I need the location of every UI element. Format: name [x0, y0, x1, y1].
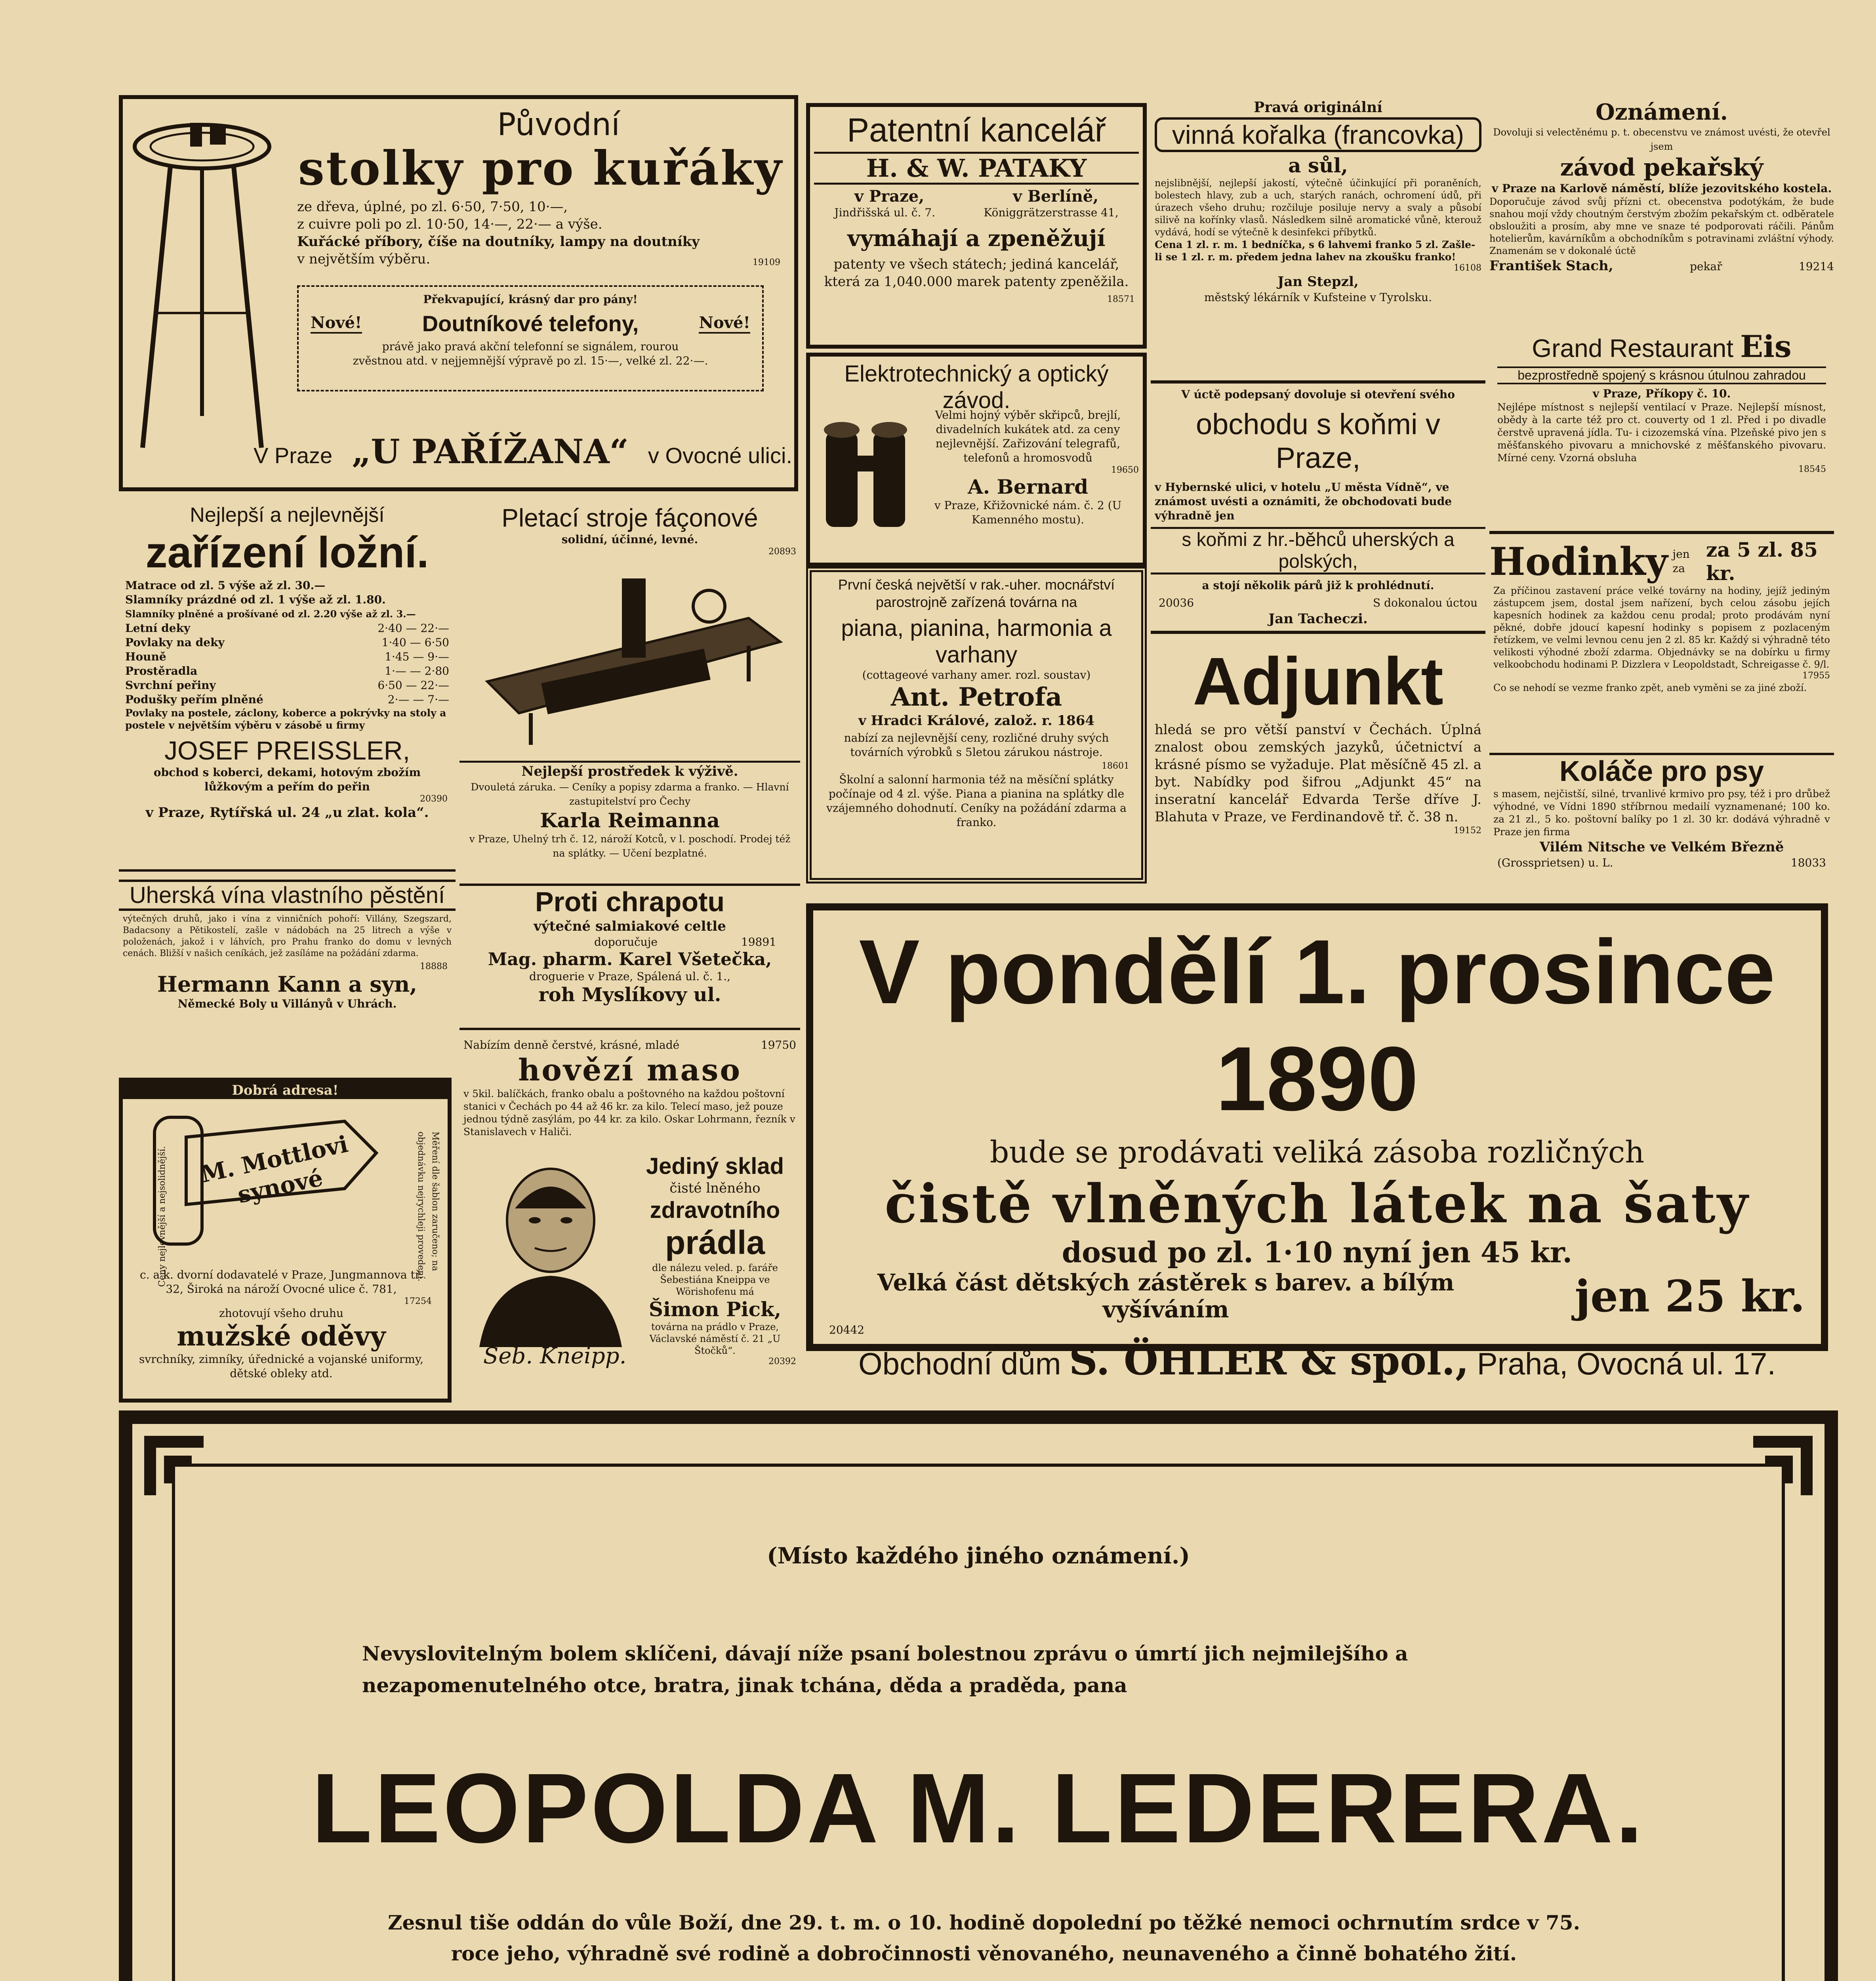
stolky-lines [297, 198, 772, 268]
petrof-code: 18601 [1102, 761, 1129, 771]
kone-head: V úctě podepsaný dovoluje si otevření svého [1181, 388, 1455, 401]
stolky-city: V Praze [254, 443, 333, 468]
hodinky-badge: jen za [1672, 548, 1690, 575]
ad-dog-cakes [1489, 753, 1834, 887]
hodinky-price: za 5 zl. 85 kr. [1706, 538, 1818, 585]
stolky-footer [254, 432, 792, 471]
pick-head: Jediný sklad [646, 1153, 784, 1179]
ad-smoking-tables [119, 95, 798, 491]
ad-petrof-pianos [806, 567, 1147, 884]
uherska-code: 18888 [420, 962, 448, 971]
maso-body: v 5kil. balíčkách, franko obalu a poštovného na každou poštovní stanici v Čechách po 44 až 46 kr. za kilo. Telecí maso, jež pouze jednou týdně zasýlám, po 44 kr. za kilo. Oskar Lohrmann, řezník v Stanislavech v Haliči. [463, 1088, 795, 1137]
kone-sign: S dokonalou úctou [1373, 596, 1478, 609]
oznameni-role: pekař [1689, 260, 1722, 273]
grand-sub: bezprostředně spojený s krásnou útulnou zahradou [1497, 366, 1826, 384]
inset-title: Doutníkové telefony, [422, 311, 639, 336]
oznameni-code: 19214 [1798, 260, 1834, 273]
ad-grand-restaurant [1489, 325, 1834, 531]
lozni-row [125, 578, 449, 593]
ad-patent-office [806, 103, 1147, 349]
stolky-shop: „U PAŘÍŽANA“ [352, 432, 629, 471]
elektro-addr: v Praze, Křižovnické nám. č. 2 (U Kamenného mostu). [934, 499, 1122, 526]
pick-title2: prádla [665, 1224, 765, 1261]
kone-body: v Hybernské ulici, v hotelu „U města Vídně“, ve známost uvésti a oznámiti, že obchodovati bude výhradně jen [1155, 481, 1452, 522]
binoculars-icon [818, 408, 913, 535]
patent-body: patenty ve všech státech; jediná kancelář, která za 1,040.000 marek patenty zpeněžila. [824, 256, 1129, 290]
mottl-label: zhotovují všeho druhu [219, 1307, 344, 1320]
lozni-extra: Povlaky na postele, záclony, koberce a pokrývky na stoly a postele v největším výběru v zásobě u firmy [125, 707, 446, 731]
hodinky-code: 17955 [1802, 671, 1830, 681]
petrof-loc: v Hradci Králové, založ. r. 1864 [858, 713, 1095, 729]
pick-desc: továrna na prádlo v Praze, Václavské náměstí č. 21 „U Štočků“. [649, 1321, 781, 1356]
tag-new: Nové! [311, 313, 362, 334]
elektro-title: Elektrotechnický a optický závod. [844, 361, 1109, 413]
tag-new: Nové! [699, 313, 750, 334]
uherska-title: Uherská vína vlastního pěstění [119, 880, 456, 911]
chrapot-sub: výtečné salmiakové celtle [534, 918, 726, 934]
ad-adjunkt [1151, 642, 1485, 887]
ad-beef [459, 1038, 800, 1153]
lozni-firm: JOSEF PREISSLER, [164, 736, 410, 765]
petrof-extra: Školní a salonní harmonia též na měsíční splátky počínaje od 4 zl. výše. Piana a pianina na splátky dle vzájemného dohodnutí. Ceníky na požádání zdarma a franko. [826, 773, 1127, 829]
stolky-line: z cuivre poli po zl. 10·50, 14·—, 22·— a výše. [297, 216, 602, 232]
lozni-rows [119, 578, 456, 707]
grand-code: 18545 [1798, 464, 1826, 474]
ad-watches [1489, 531, 1834, 745]
korala-code: 16108 [1454, 263, 1481, 273]
mottl-desc: svrchníky, zimníky, úřednické a vojanské uniformy, dětské obleky atd. [139, 1353, 423, 1380]
obituary-head: (Místo každého jiného oznámení.) [767, 1543, 1190, 1569]
adjunkt-code: 19152 [1454, 826, 1481, 836]
lozni-price: 2·— — 7·— [387, 693, 449, 706]
ad-francovka [1151, 99, 1485, 349]
lozni-item: Matrace od zl. 5 výše až zl. 30.— [125, 579, 326, 592]
lozni-addr: v Praze, Rytířská ul. 24 „u zlat. kola“. [145, 805, 429, 821]
stolky-heading: Původní [497, 107, 620, 143]
pletaci-code: 20893 [768, 547, 796, 557]
patent-loc: v Berlíně, [1012, 187, 1099, 206]
stolky-inset [297, 285, 764, 391]
mottl-side-left: Ceny nejlevnější a nejsolidnější. [157, 1146, 167, 1287]
pick-body: dle nálezu veled. p. faráře Šebestiána Kneippa ve Wörishofenu má [652, 1262, 778, 1297]
grand-name: Eis [1740, 329, 1792, 364]
chrapot-house: roh Myslíkovy ul. [538, 984, 721, 1006]
lozni-item: Prostěradla [125, 664, 198, 678]
elektro-code: 19650 [1111, 465, 1139, 475]
lozni-row [125, 664, 449, 678]
obituary-name: LEOPOLDA M. LEDERERA. [311, 1753, 1645, 1863]
lozni-row [125, 678, 449, 693]
oznameni-title: Oznámení. [1596, 99, 1728, 125]
lozni-item: Slamníky prázdné od zl. 1 výše až zl. 1.80. [125, 593, 386, 606]
lozni-row [125, 693, 449, 707]
ad-hungarian-wine [119, 880, 456, 1070]
inset-head: Překvapující, krásný dar pro pány! [423, 293, 638, 306]
maso-code: 19750 [761, 1038, 796, 1052]
inner-rule [172, 1464, 1785, 1467]
stolky-line: Kuřácké příbory, číše na doutníky, lampy na doutníky [297, 234, 700, 250]
pletaci-firm: Karla Reimanna [540, 809, 720, 832]
ad-mottl-sons [119, 1078, 452, 1403]
patent-firm: H. & W. PATAKY [814, 152, 1139, 185]
chrapot-loc: droguerie v Praze, Spálená ul. č. 1., [529, 970, 731, 983]
kneipp-portrait [467, 1161, 634, 1347]
stolky-code: 19109 [753, 258, 780, 267]
ohler-line1: bude se prodávati veliká zásoba rozličných [989, 1134, 1645, 1170]
lozni-head: Nejlepší a nejlevnější [190, 504, 385, 527]
kone-code: 20036 [1159, 596, 1194, 609]
kolace-code: 18033 [1790, 856, 1826, 869]
ad-bedding [119, 503, 456, 872]
petrof-name: Ant. Petrofa [890, 682, 1062, 712]
lozni-desc: obchod s koberci, dekami, hotovým zbožím lůžkovým a peřím do peřin [153, 766, 421, 793]
uherska-body: výtečných druhů, jako i vína z vinničních pohoří: Villány, Szegszard, Badacsony a Pětikostelí, zašle v nádobách na 25 litrech a výše v položenách, jakož i v láhvích, pro Prahu franko do domu v levných cenách. Bližší v našich ceníkách, jež zasíláme na požádání zdarma. [123, 914, 452, 958]
mottl-side-right: Měření dle šablon zaručeno; na objednávku nejrychleji provedení. [416, 1132, 440, 1282]
ohler-addr: Praha, Ovocná ul. 17. [1477, 1346, 1776, 1381]
mottl-head: Dobrá adresa! [123, 1082, 448, 1099]
kolace-region: (Grossprietsen) u. L. [1497, 856, 1613, 869]
lozni-row [125, 607, 449, 621]
ohler-line3: Velká část dětských zástěrek s barev. a bílým vyšíváním [877, 1269, 1455, 1323]
maso-head: Nabízím denně čerstvé, krásné, mladé [463, 1038, 680, 1052]
maso-title: hovězí maso [518, 1052, 742, 1088]
ohler-big: čistě vlněných látek na šaty [885, 1172, 1750, 1235]
ohler-code: 20442 [829, 1323, 865, 1336]
chrapot-title: Proti chrapotu [535, 886, 725, 917]
uherska-firm: Hermann Kann a syn, [157, 971, 418, 997]
obituary-p2 [354, 1979, 1614, 1981]
lozni-price: 1·— — 2·80 [385, 664, 449, 678]
ohler-firm: S. ÖHLER & spol., [1069, 1337, 1469, 1384]
korala-title: vinná kořalka (francovka) [1155, 117, 1481, 152]
uherska-addr: Německé Boly u Villányů v Uhrách. [177, 997, 397, 1010]
ad-electro-optical [806, 353, 1147, 567]
pick-sub: čisté lněného [669, 1180, 761, 1196]
pick-title: zdravotního [650, 1197, 780, 1223]
korala-head: Pravá originální [1254, 99, 1382, 116]
kone-stock: a stojí několik párů již k prohlédnutí. [1202, 579, 1434, 592]
ohler-shop: Obchodní dům [858, 1346, 1061, 1381]
oznameni-intro: Dovoluji si velectěnému p. t. obecenstvu ve známost uvésti, že otevřel jsem [1493, 127, 1830, 152]
oznameni-headline: závod pekařský [1560, 154, 1764, 181]
oznameni-body: Doporučuje závod svůj přízni ct. obecenstva podotýkám, že bude snahou mojí vždy choutným čerstvým zbožím pekařským ct. odběratele obsloužiti a prosím, aby mne ve snaze té podporovati ráčili. Pánům hotelierům, kavárníkům a obchodníkům s potravinami zvláštní výhody. Znamenám se v dokonalé úctě [1489, 196, 1834, 256]
grand-title: Grand Restaurant [1532, 334, 1734, 363]
inner-rule [1782, 1464, 1785, 1981]
lozni-row [125, 593, 449, 607]
lozni-title: zařízení ložní. [145, 528, 429, 577]
kneipp-signature: Seb. Kneipp. [483, 1343, 627, 1369]
lozni-row [125, 650, 449, 664]
patent-addr: Jindřišská ul. č. 7. [834, 206, 935, 219]
ohler-price2: jen 25 kr. [1575, 1270, 1805, 1322]
elektro-name: A. Bernard [967, 475, 1089, 498]
kone-kind: s koňmi z hr.-běhců uherských a polských, [1151, 527, 1485, 574]
lozni-item: Slamníky plněné a prošívané od zl. 2.20 výše až zl. 3.— [125, 608, 416, 620]
patent-title: Patentní kancelář [847, 111, 1106, 149]
pletaci-addr: v Praze, Uhelný trh č. 12, nároží Kotců, v l. poschodí. Prodej též na splátky. — Učení bezplatné. [469, 833, 791, 859]
chrapot-name: Mag. pharm. Karel Všetečka, [488, 949, 772, 970]
lozni-item: Letní deky [125, 622, 191, 635]
oznameni-loc: v Praze na Karlově náměstí, blíže jezovitského kostela. [1491, 182, 1832, 195]
korala-name: Jan Stepzl, [1277, 274, 1359, 290]
mottl-name: M. Mottlovi synové [198, 1130, 351, 1209]
pletaci-best: Nejlepší prostředek k výživě. [459, 761, 800, 780]
mottl-code: 17254 [404, 1296, 432, 1306]
kolace-name: Vilém Nitsche ve Velkém Březně [1539, 839, 1784, 855]
adjunkt-body: hledá se pro větší panství v Čechách. Úplná znalost obou zemských jazyků, účetnictví a krásné písmo se vyžaduje. Plat měsíčně 45 zl. a byt. Nabídky pod šifrou „Adjunkt 45“ na inseratní kancelář Edvarda Terše dříve J. Blahuta v Praze, ve Ferdinandově tř. č. 38 n. [1155, 722, 1481, 825]
kone-name: Jan Tacheczi. [1268, 611, 1368, 627]
ad-ohler-sale [806, 903, 1828, 1384]
patent-loc: v Praze, [854, 187, 925, 206]
inset-line: zvěstnou atd. v nejjemnější výpravě po zl. 15·—, velké zl. 22·—. [353, 354, 708, 367]
elektro-body: Velmi hojný výběr skřipců, brejlí, divadelních kukátek atd. za ceny nejlevnější. Zařizování telegrafů, telefonů a hromosvodů [935, 408, 1121, 464]
inset-line: právě jako pravá akční telefonní se signálem, rourou [382, 340, 679, 353]
obituary-notice [119, 1410, 1838, 1981]
lozni-item: Svrchní peřiny [125, 679, 216, 692]
smoking-table-illustration [131, 115, 273, 471]
ad-linen [459, 1153, 800, 1407]
obituary-intro: Nevyslovitelným bolem sklíčeni, dávají níže psaní bolestnou zprávu o úmrtí jich nejmilejšího a nezapomenutelného otce, bratra, jinak tchána, děda a praděda, pana [362, 1642, 1408, 1697]
stolky-line: v největším výběru. [297, 251, 431, 267]
grand-loc: v Praze, Příkopy č. 10. [1592, 387, 1731, 400]
lozni-price: 6·50 — 22·— [377, 679, 449, 692]
lozni-price: 1·45 — 9·— [385, 650, 449, 663]
mottl-title: mužské oděvy [177, 1321, 386, 1352]
knitting-machine-illustration [471, 563, 788, 753]
ad-hoarseness [459, 884, 800, 1030]
pletaci-guarantee: Dvouletá záruka. — Ceníky a popisy zdarma a franko. — Hlavní zastupitelství pro Čechy [471, 781, 789, 807]
lozni-item: Houně [125, 650, 166, 663]
petrof-body: nabízí za nejlevnější ceny, rozličné druhy svých továrních výrobků s 5letou zárukou nástroje. [844, 731, 1109, 759]
lozni-price: 1·40 — 6·50 [381, 636, 449, 649]
korala-body: nejslibnější, nejlepší jakostí, výtečně účinkující při poraněních, bolestech hlavy, zub a uch, starých ranách, ochromení údů, při úrazech všeho druhu; rozčiluje posiluje nervy a svaly a působí silivě na kořínky vlasů. Následkem silně aromatické vůně, kterouž vydává, hodí se výtečně k desinfekci příbytků. [1155, 177, 1481, 238]
korala-place: městský lékárník v Kufsteine v Tyrolsku. [1204, 291, 1432, 304]
ad-horse-trade [1151, 380, 1485, 634]
lozni-item: Podušky peřím plněné [125, 693, 263, 706]
kolace-body: s masem, nejčistší, silné, trvanlivé krmivo pro psy, též i pro drůbež výhodné, ve Vídni 1890 stříbrnou medailí vyznamenané; 100 ko. za 21 zl., 5 ko. poštovní balíky po 1 zl. 30 kr. dodává výhradně v Praze jen firma [1493, 788, 1830, 838]
pletaci-title: Pletací stroje fáçonové [501, 504, 758, 532]
inner-rule [172, 1464, 175, 1981]
lozni-row [125, 621, 449, 636]
lozni-price: 2·40 — 22·— [377, 622, 449, 635]
petrof-title: piana, pianina, harmonia a varhany [841, 615, 1112, 668]
pick-code: 20392 [768, 1357, 796, 1366]
ad-bakery [1489, 99, 1834, 321]
lozni-item: Povlaky na deky [125, 636, 225, 649]
ad-knitting-machines [459, 503, 800, 880]
hodinky-title: Hodinky [1489, 539, 1668, 584]
korala-sub: a sůl, [1288, 154, 1348, 177]
hodinky-note: Co se nehodí se vezme franko zpět, aneb vyměni se za jiné zboží. [1493, 682, 1807, 693]
petrof-head: První česká největší v rak.-uher. mocnářství parostrojně zařízená továrna na [838, 576, 1115, 610]
stolky-line: ze dřeva, úplné, po zl. 6·50, 7·50, 10·—, [297, 199, 568, 215]
patent-code: 18571 [1107, 294, 1135, 304]
grand-body: Nejlépe místnost s nejlepší ventilací v Praze. Nejlepší mísnost, obědy à la carte též pro ct. couverty od 1 zl. Před i po divadle čerstvě upravená jídla. Tu- i cizozemská vína. Plzeňské pivo jen s měšťanského pivovaru a mnichovské z měšťanského pivovaru. Mírné ceny. Vzorná obsluha [1497, 401, 1826, 464]
chrapot-rec: doporučuje [594, 935, 658, 949]
petrof-sub: (cottageové varhany amer. rozl. soustav) [862, 668, 1091, 681]
pick-name: Šimon Pick, [648, 1298, 782, 1321]
pletaci-sub: solidní, účinné, levné. [561, 533, 698, 546]
ohler-price: dosud po zl. 1·10 nyní jen 45 kr. [1062, 1235, 1573, 1269]
stolky-title: stolky pro kuřáky [298, 141, 784, 196]
oznameni-name: František Stach, [1489, 258, 1613, 274]
ohler-date: V pondělí 1. prosince 1890 [859, 921, 1775, 1130]
patent-addr: Königgrätzerstrasse 41, [984, 206, 1119, 219]
kone-title: obchodu s koňmi v Praze, [1195, 408, 1440, 474]
hodinky-body: Za příčinou zastavení práce velké továrny na hodiny, jejíž jediným zástupcem jsem, dostal jsem nařízení, bych celou zásobu jejích kapesních hodinek za každou cenu prodal; proto prodávám nyní pěkné, dobře jdoucí kapesní hodinky s popisem z pozlaceným řetízkem, ve velmi levnou cenu jen 2 zl. 85 kr. Každý si výhradně této velikosti výhodné zboží zdarma. Objednávky se na dobírku u firmy velkoobchodu hodinami P. Dizzlera v Leopoldstadt, Schreigasse č. 9/l. [1493, 585, 1830, 670]
chrapot-code: 19891 [741, 935, 776, 949]
kolace-title: Koláče pro psy [1559, 756, 1764, 787]
patent-tag: vymáhají a zpeněžují [847, 225, 1106, 252]
lozni-code: 20390 [420, 794, 448, 804]
lozni-row [125, 636, 449, 650]
mottl-body: c. a k. dvorní dodavatelé v Praze, Jungmannova tř. 32, Široká na nároží Ovocné ulice č. 781, [140, 1268, 423, 1296]
stolky-street: v Ovocné ulici. [648, 443, 792, 468]
adjunkt-title: Adjunkt [1193, 644, 1443, 719]
obituary-p1: Zesnul tiše oddán do vůle Boží, dne 29. t. m. o 10. hodině dopolední po těžké nemoci ochrnutím srdce v 75. roce jeho, výhradně své rodině a dobročinnosti věnovaného, neunaveného a činně bohatého žití. [388, 1911, 1580, 1965]
korala-price: Cena 1 zl. r. m. 1 bedníčka, s 6 lahvemi franko 5 zl. Zašle-li se 1 zl. r. m. předem jedna lahev na zkoušku franko! [1155, 239, 1476, 263]
